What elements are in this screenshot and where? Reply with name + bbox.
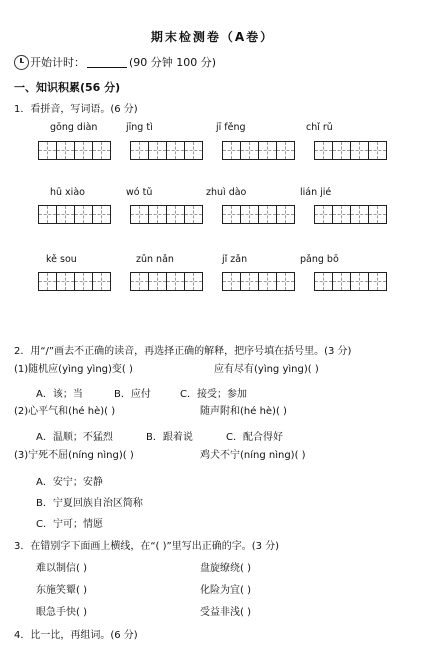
q3-item: 东施笑颦( ) xyxy=(36,585,87,596)
q4-prompt: 4．比一比，再组词。(6 分) xyxy=(14,630,138,641)
grid-cell[interactable] xyxy=(38,272,57,291)
grid-cell[interactable] xyxy=(368,141,387,160)
grid-cell[interactable] xyxy=(130,141,149,160)
grid-cell[interactable] xyxy=(332,272,351,291)
grid-cell[interactable] xyxy=(148,141,167,160)
grid-cell[interactable] xyxy=(276,205,295,224)
grid-cell[interactable] xyxy=(92,205,111,224)
q3-item: 难以制信( ) xyxy=(36,563,87,574)
grid-cell[interactable] xyxy=(92,272,111,291)
grid-cell[interactable] xyxy=(276,272,295,291)
grid-cell[interactable] xyxy=(74,205,93,224)
q2-item1-left: (1)随机应(yìng yìng)变( ) xyxy=(14,364,133,375)
q2-option: B．跟着说 xyxy=(146,432,193,443)
grid-cell[interactable] xyxy=(166,205,185,224)
pinyin-label: jīng tì xyxy=(126,122,153,133)
grid-cell[interactable] xyxy=(222,141,241,160)
grid-cell[interactable] xyxy=(258,205,277,224)
q2-option: C．宁可；情愿 xyxy=(36,519,103,530)
pinyin-label: jī fěng xyxy=(216,122,246,133)
grid-cell[interactable] xyxy=(38,205,57,224)
grid-cell[interactable] xyxy=(258,272,277,291)
grid-cell[interactable] xyxy=(148,272,167,291)
grid-cell[interactable] xyxy=(184,272,203,291)
timer-blank xyxy=(87,57,127,68)
grid-cell[interactable] xyxy=(56,141,75,160)
q2-item1-right: 应有尽有(yìng yìng)( ) xyxy=(214,364,319,375)
grid-cell[interactable] xyxy=(130,272,149,291)
q2-option: A．该；当 xyxy=(36,389,83,400)
grid-cell[interactable] xyxy=(130,205,149,224)
grid-cell[interactable] xyxy=(258,141,277,160)
grid-cell[interactable] xyxy=(314,205,333,224)
grid-cell[interactable] xyxy=(368,272,387,291)
grid-cell[interactable] xyxy=(148,205,167,224)
q3-item: 化险为宜( ) xyxy=(200,585,251,596)
writing-grid[interactable] xyxy=(130,205,203,224)
writing-grid[interactable] xyxy=(38,272,111,291)
timer-label: 开始计时： xyxy=(30,56,85,69)
grid-cell[interactable] xyxy=(332,141,351,160)
pinyin-label: gōng diàn xyxy=(50,122,98,133)
grid-cell[interactable] xyxy=(314,141,333,160)
writing-grid[interactable] xyxy=(222,205,295,224)
grid-cell[interactable] xyxy=(92,141,111,160)
grid-cell[interactable] xyxy=(166,141,185,160)
grid-cell[interactable] xyxy=(166,272,185,291)
writing-grid[interactable] xyxy=(130,272,203,291)
writing-grid[interactable] xyxy=(314,141,387,160)
writing-grid[interactable] xyxy=(314,272,387,291)
q3-item: 眼急手快( ) xyxy=(36,607,87,618)
timer-note: (90 分钟 100 分) xyxy=(129,56,217,69)
grid-cell[interactable] xyxy=(240,141,259,160)
writing-grid[interactable] xyxy=(222,141,295,160)
pinyin-label: wó tǔ xyxy=(126,187,153,198)
clock-icon xyxy=(14,55,29,70)
grid-cell[interactable] xyxy=(56,205,75,224)
q2-option: C．配合得好 xyxy=(226,432,283,443)
grid-cell[interactable] xyxy=(184,141,203,160)
writing-grid[interactable] xyxy=(38,141,111,160)
grid-cell[interactable] xyxy=(222,272,241,291)
grid-cell[interactable] xyxy=(56,272,75,291)
q2-option: C．接受；参加 xyxy=(180,389,247,400)
pinyin-label: zǔn nǎn xyxy=(136,254,174,265)
grid-cell[interactable] xyxy=(314,272,333,291)
grid-cell[interactable] xyxy=(240,272,259,291)
q3-item: 盘旋缭绕( ) xyxy=(200,563,251,574)
pinyin-label: pǎng bō xyxy=(300,254,339,265)
q2-item2-right: 随声附和(hé hè)( ) xyxy=(200,406,287,417)
pinyin-label: jǐ zǎn xyxy=(222,254,248,265)
grid-cell[interactable] xyxy=(350,205,369,224)
q2-prompt: 2．用“/”画去不正确的读音，再选择正确的解释，把序号填在括号里。(3 分) xyxy=(14,346,352,357)
pinyin-label: chǐ rǔ xyxy=(306,122,333,133)
grid-cell[interactable] xyxy=(74,141,93,160)
q2-option: B．宁夏回族自治区简称 xyxy=(36,498,143,509)
grid-cell[interactable] xyxy=(74,272,93,291)
q2-option: A．安宁；安静 xyxy=(36,477,103,488)
pinyin-label: zhuì dào xyxy=(206,187,247,198)
writing-grid[interactable] xyxy=(314,205,387,224)
pinyin-label: hū xiào xyxy=(50,187,85,198)
grid-cell[interactable] xyxy=(240,205,259,224)
q2-option: B．应付 xyxy=(114,389,151,400)
page-title: 期末检测卷（A卷） xyxy=(150,30,275,44)
q2-item2-left: (2)心平气和(hé hè)( ) xyxy=(14,406,116,417)
pinyin-label: kě sou xyxy=(46,254,77,265)
grid-cell[interactable] xyxy=(38,141,57,160)
timer-line xyxy=(14,54,216,70)
q2-item3-right: 鸡犬不宁(níng nìng)( ) xyxy=(200,450,306,461)
writing-grid[interactable] xyxy=(38,205,111,224)
grid-cell[interactable] xyxy=(368,205,387,224)
q1-prompt: 1．看拼音，写词语。(6 分) xyxy=(14,104,138,115)
grid-cell[interactable] xyxy=(222,205,241,224)
grid-cell[interactable] xyxy=(276,141,295,160)
grid-cell[interactable] xyxy=(184,205,203,224)
q2-option: A．温顺；不猛烈 xyxy=(36,432,113,443)
writing-grid[interactable] xyxy=(222,272,295,291)
writing-grid[interactable] xyxy=(130,141,203,160)
grid-cell[interactable] xyxy=(332,205,351,224)
q2-item3-left: (3)宁死不屈(níng nìng)( ) xyxy=(14,450,134,461)
section-heading: 一、知识积累(56 分) xyxy=(14,81,121,94)
q3-item: 受益非浅( ) xyxy=(200,607,251,618)
grid-cell[interactable] xyxy=(350,272,369,291)
q3-prompt: 3．在错别字下面画上横线，在“( )”里写出正确的字。(3 分) xyxy=(14,541,280,552)
grid-cell[interactable] xyxy=(350,141,369,160)
pinyin-label: lián jié xyxy=(300,187,332,198)
